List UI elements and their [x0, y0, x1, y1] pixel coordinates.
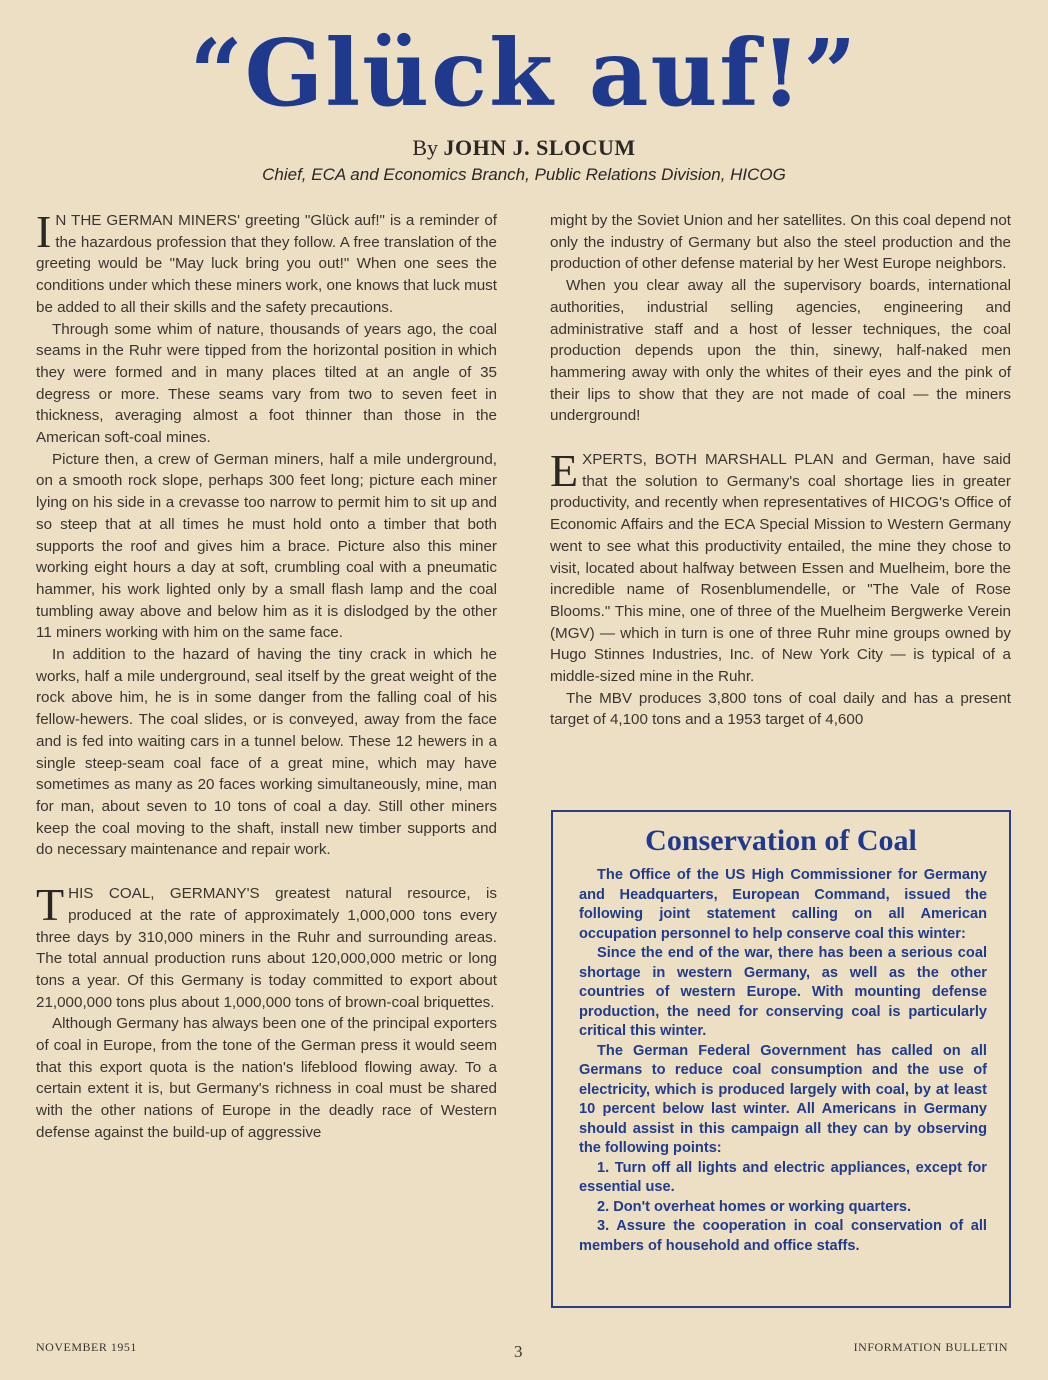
sidebar-title: Conservation of Coal — [645, 824, 917, 857]
sidebar-body — [553, 858, 1009, 1256]
paragraph — [36, 206, 497, 319]
paragraph: The MBV produces 3,800 tons of coal daily and has a present target of 4,100 tons and a 1953 target of 4,600 — [550, 689, 1011, 729]
paragraph: In addition to the hazard of having the tiny crack in which he works, half a mile underground, seal itself by the great weight of the rock above him, he is in some danger from the falling coal of his fellow-hewers. The coal slides, or is conveyed, away from the face and is fed into waiting cars in a tunnel below. These 12 hewers in a single steep-seam coal face of a great mine, which may have sometimes as many as 20 faces working simultaneously, mine, man for man, about seven to 10 tons of coal a day. Still other miners keep the coal moving to the shaft, install new timber supports and do necessary maintenance and repair work. — [36, 646, 497, 859]
sidebar-paragraph: The German Federal Government has called on all Germans to reduce coal consumption and the use of electricity, which is produced largely with coal, by at least 10 percent below last winter. All Americans in Germany should assist in this campaign all they can by observing the following points: — [579, 1042, 987, 1156]
drop-cap: I — [36, 206, 52, 257]
sidebar-point: 1. Turn off all lights and electric appliances, except for essential use. — [579, 1159, 987, 1195]
drop-cap: E — [550, 445, 579, 497]
sidebar-paragraph: The Office of the US High Commissioner for Germany and Headquarters, European Command, issued the following joint statement calling on all American occupation personnel to help conserve coal this winter: — [579, 867, 987, 942]
article-title: “Glück auf!” — [189, 19, 859, 127]
byline-prefix: By — [412, 135, 438, 160]
right-column — [550, 210, 1011, 731]
left-column — [36, 206, 497, 1144]
byline — [0, 135, 1048, 161]
paragraph: Picture then, a crew of German miners, half a mile underground, on a smooth rock slope, perhaps 300 feet long; picture each miner lying on his side in a crevasse too narrow to permit him to sit up and so steep that at all times he must hold onto a timber that both supports the roof and gives him a brace. Picture also this miner working eight hours a day at soft, crumbling coal with a pneumatic hammer, his work lighted only by a small flash lamp and the coal tumbling away above and below him as it is dislodged by the other 11 miners working with him on the same face. — [36, 450, 497, 642]
paragraph-text: N THE GERMAN MINERS' greeting "Glück auf!" is a reminder of the hazardous profession that they follow. A free translation of the greeting would be "May luck bring you out!" When one sees the conditions under which these miners work, one knows that luck must be added to all their skills and the safety precautions. — [36, 212, 497, 316]
drop-cap: T — [36, 879, 65, 931]
sidebar-point: 2. Don't overheat homes or working quarters. — [597, 1198, 912, 1215]
page-number: 3 — [514, 1342, 523, 1361]
sidebar-paragraph: Since the end of the war, there has been a serious coal shortage in western Germany, as well as the other countries of western Europe. With mounting defense production, the need for conserving coal is particularly critical this winter. — [579, 945, 987, 1039]
paragraph-text: HIS COAL, GERMANY'S greatest natural resource, is produced at the rate of approximately 1,000,000 tons every three days by 310,000 miners in the Ruhr and surrounding areas. The total annual production runs about 120,000,000 metric or long tons a year. Of this Germany is today committed to export about 21,000,000 tons plus about 1,000,000 tons of brown-coal briquettes. — [36, 885, 497, 1011]
paragraph: might by the Soviet Union and her satellites. On this coal depend not only the industry of Germany but also the steel production and the production of other defense material by her West Europe neighbors. — [550, 212, 1011, 273]
author-name: JOHN J. SLOCUM — [443, 135, 636, 160]
sidebar-box — [551, 810, 1011, 1308]
author-subtitle: Chief, ECA and Economics Branch, Public Relations Division, HICOG — [262, 165, 786, 184]
paragraph: Through some whim of nature, thousands of years ago, the coal seams in the Ruhr were tipped from the horizontal position in which they were formed and in many places tilted at an angle of 35 degress or more. These seams vary from two to seven feet in thickness, averaging almost a foot thinner than those in the American soft-coal mines. — [36, 320, 497, 447]
footer-date: NOVEMBER 1951 — [36, 1340, 137, 1354]
paragraph: When you clear away all the supervisory boards, international authorities, industrial selling agencies, engineering and administrative staff and a host of lesser techniques, the coal production depends upon the thin, sinewy, half-naked men hammering away with only the whites of their eyes and the pink of their lips to show that they are not made of coal — the miners underground! — [550, 277, 1011, 425]
paragraph — [36, 879, 497, 1013]
paragraph: Although Germany has always been one of the principal exporters of coal in Europe, from the tone of the German press it would seem that this export quota is the nation's lifeblood flowing away. To a certain extent it is, but Germany's richness in coal must be shared with the other nations of Europe in the deadly race of Western defense against the build-up of aggressive — [36, 1015, 497, 1141]
footer-publication: INFORMATION BULLETIN — [853, 1340, 1008, 1354]
paragraph-text: XPERTS, BOTH MARSHALL PLAN and German, have said that the solution to Germany's coal shortage lies in greater productivity, and recently when representatives of HICOG's Office of Economic Affairs and the ECA Special Mission to Western Germany went to see what this productivity entailed, the mine they chose to visit, located about halfway between Essen and Muelheim, bore the incredible name of Rosenblumendelle, or "The Vale of Rose Blooms." This mine, one of three of the Muelheim Bergwerke Verein (MGV) — which in turn is one of three Ruhr mine groups owned by Hugo Stinnes Industries, Inc. of New York City — is typical of a middle-sized mine in the Ruhr. — [550, 451, 1011, 686]
sidebar-point: 3. Assure the cooperation in coal conservation of all members of household and office staffs. — [579, 1218, 987, 1254]
paragraph — [550, 445, 1011, 688]
